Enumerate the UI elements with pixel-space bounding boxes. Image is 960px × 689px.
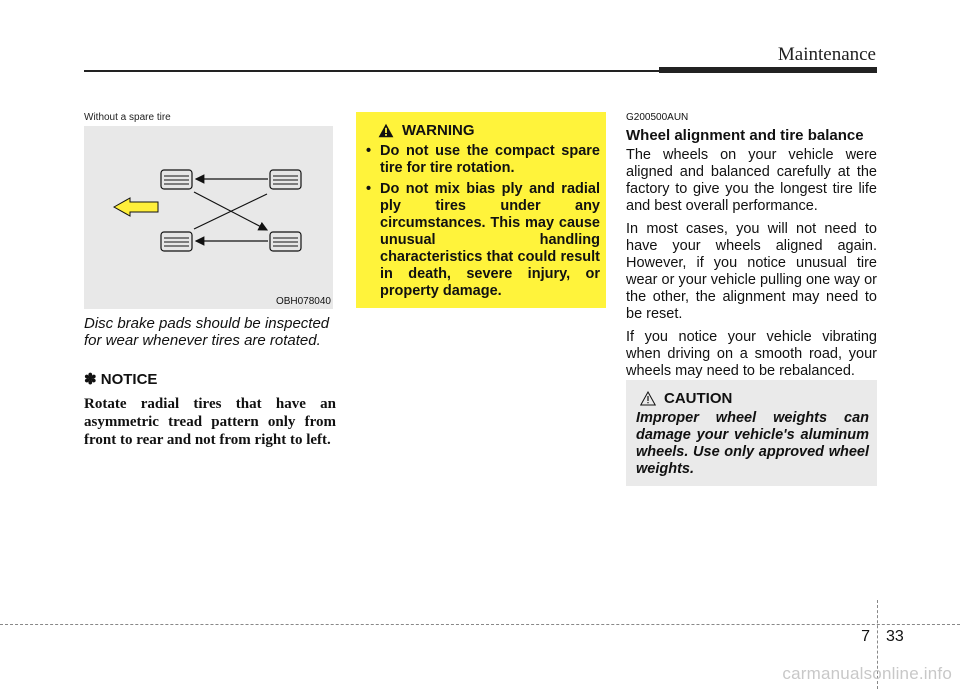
paragraph: In most cases, you will not need to have your wheels aligned again. However, if you notice unusual tire wear or your vehicle pulling one way or the other, the alignment may need to be reset.: [626, 221, 877, 322]
figure-caption: Without a spare tire: [84, 112, 171, 123]
warning-box: [356, 112, 606, 308]
warning-triangle-icon: [378, 123, 394, 138]
caution-text: Improper wheel weights can damage your vehicle's aluminum wheels. Use only approved wheel weights.: [636, 410, 869, 477]
warning-item: [366, 143, 600, 177]
caution-box: [626, 380, 877, 486]
header-bar: [659, 67, 877, 73]
tire-rotation-diagram-icon: [84, 126, 333, 309]
warning-title: WARNING: [402, 122, 475, 139]
paragraph: The wheels on your vehicle were aligned and balanced carefully at the factory to give you the longest tire life and best overall performance.: [626, 147, 877, 214]
tire-rotation-figure: [84, 126, 333, 309]
warning-item-text: Do not mix bias ply and radial ply tires under any circumstances. This may cause unusual handling characteristics that could result in death, severe injury, or property damage.: [380, 181, 600, 299]
figure-note: Disc brake pads should be inspected for wear whenever tires are rotated.: [84, 315, 330, 349]
section-title: Maintenance: [777, 44, 876, 65]
figure-code: OBH078040: [275, 296, 331, 307]
caution-triangle-icon: [640, 391, 656, 406]
footer-rule: [0, 624, 960, 625]
page-number: 33: [886, 628, 904, 645]
section-body: [626, 147, 877, 386]
notice-title: ✽ NOTICE: [84, 371, 158, 388]
bullet: •: [366, 181, 372, 197]
section-heading: Wheel alignment and tire balance: [626, 127, 864, 144]
notice-text: Rotate radial tires that have an asymmetric tread pattern only from front to rear and not from right to left.: [84, 396, 336, 448]
watermark: carmanualsonline.info: [782, 664, 952, 683]
caution-header: [640, 390, 869, 407]
section-code: G200500AUN: [626, 112, 689, 123]
caution-title: CAUTION: [664, 390, 733, 407]
warning-header: [378, 122, 600, 139]
warning-item: [366, 181, 600, 300]
bullet: •: [366, 143, 372, 159]
header-rule: [84, 70, 659, 72]
paragraph: If you notice your vehicle vibrating when driving on a smooth road, your wheels may need to be rebalanced.: [626, 329, 877, 379]
chapter-number: 7: [861, 628, 870, 645]
warning-item-text: Do not use the compact spare tire for tire rotation.: [380, 143, 600, 176]
